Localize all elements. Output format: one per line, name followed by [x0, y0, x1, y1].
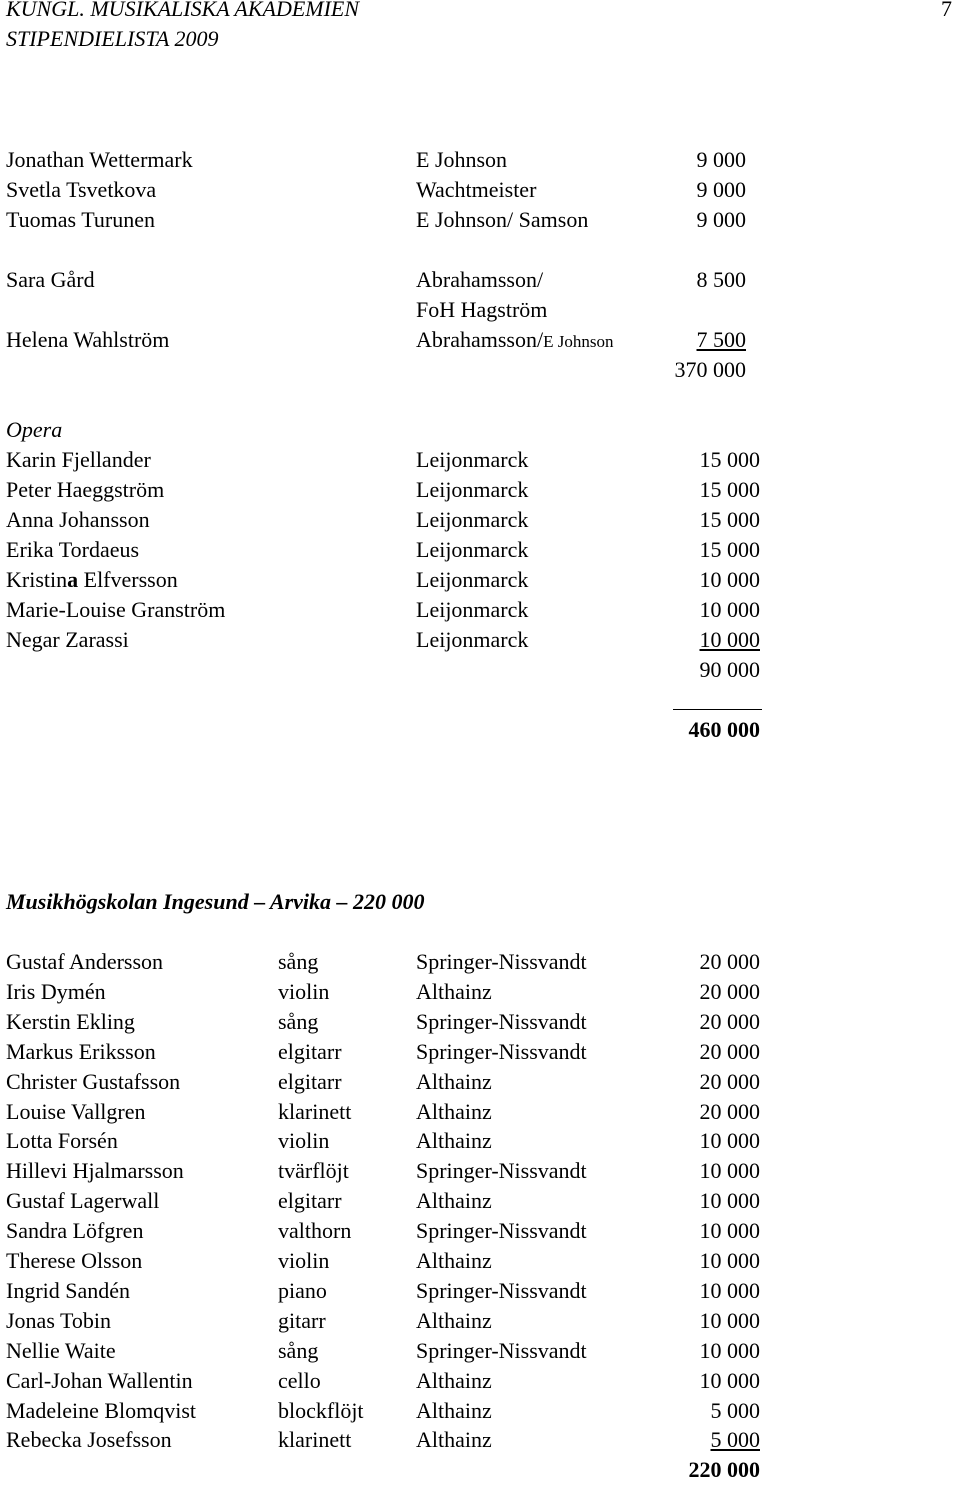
name-part: Elfversson	[78, 567, 178, 592]
list-item-instrument: piano	[278, 1278, 327, 1303]
list-item-instrument: elgitarr	[278, 1188, 342, 1213]
sponsor-part-small: E Johnson	[543, 332, 614, 351]
list-item-name: Therese Olsson	[6, 1248, 143, 1273]
list-item-amount: 15 000	[699, 477, 760, 502]
list-item-amount: 10 000	[699, 597, 760, 622]
list-item-amount: 9 000	[696, 177, 746, 202]
list-item-sponsor: Althainz	[416, 1248, 492, 1273]
list-item-name: Negar Zarassi	[6, 627, 129, 652]
grand-total: 460 000	[688, 717, 760, 742]
list-item-amount: 10 000	[699, 1158, 760, 1183]
list-item-amount: 10 000	[699, 627, 760, 652]
list-item-sponsor: Althainz	[416, 1308, 492, 1333]
list-item-instrument: violin	[278, 979, 330, 1004]
section-title-ingesund: Musikhögskolan Ingesund – Arvika – 220 000	[6, 889, 425, 914]
list-item-sponsor: Springer-Nissvandt	[416, 1278, 587, 1303]
list-item-name: Hillevi Hjalmarsson	[6, 1158, 184, 1183]
list-item-name: Nellie Waite	[6, 1338, 116, 1363]
list-item-amount: 10 000	[699, 1338, 760, 1363]
list-item-sponsor: Althainz	[416, 1398, 492, 1423]
list-item-sponsor: Leijonmarck	[416, 537, 529, 562]
section-title-opera: Opera	[6, 417, 63, 442]
list-item-amount: 10 000	[699, 1188, 760, 1213]
list-item-sponsor: Springer-Nissvandt	[416, 1338, 587, 1363]
list-item-name: Carl-Johan Wallentin	[6, 1368, 193, 1393]
list-item-sponsor: Althainz	[416, 1188, 492, 1213]
list-item-name: Louise Vallgren	[6, 1099, 146, 1124]
section-total: 220 000	[688, 1457, 760, 1482]
list-item-amount: 15 000	[699, 537, 760, 562]
list-item-sponsor: Althainz	[416, 1128, 492, 1153]
list-item-name	[6, 565, 178, 595]
section-subtotal: 90 000	[699, 657, 760, 682]
list-item-sponsor: Althainz	[416, 979, 492, 1004]
list-item-sponsor: Springer-Nissvandt	[416, 1039, 587, 1064]
list-item-instrument: blockflöjt	[278, 1398, 364, 1423]
list-item-amount: 20 000	[699, 1039, 760, 1064]
list-item-name: Svetla Tsvetkova	[6, 177, 157, 202]
section-subtotal: 370 000	[674, 357, 746, 382]
name-part-bold: a	[67, 567, 79, 592]
list-item-instrument: klarinett	[278, 1427, 352, 1452]
list-item-sponsor: E Johnson/ Samson	[416, 207, 589, 232]
list-item-amount: 15 000	[699, 507, 760, 532]
total-rule	[673, 709, 762, 710]
list-item-amount: 10 000	[699, 1368, 760, 1393]
list-item-amount: 20 000	[699, 1009, 760, 1034]
list-item-name: Sandra Löfgren	[6, 1218, 144, 1243]
list-item-name: Sara Gård	[6, 267, 95, 292]
list-item-name: Madeleine Blomqvist	[6, 1398, 197, 1423]
list-item-instrument: tvärflöjt	[278, 1158, 349, 1183]
list-item-name: Iris Dymén	[6, 979, 106, 1004]
list-item-instrument: sång	[278, 1009, 319, 1034]
list-item-sponsor: Leijonmarck	[416, 447, 529, 472]
list-item-amount: 9 000	[696, 147, 746, 172]
list-item-amount: 10 000	[699, 1218, 760, 1243]
list-item-name: Christer Gustafsson	[6, 1069, 181, 1094]
list-item-sponsor: Leijonmarck	[416, 477, 529, 502]
list-item-sponsor: Springer-Nissvandt	[416, 949, 587, 974]
list-item-instrument: sång	[278, 1338, 319, 1363]
list-item-name: Kerstin Ekling	[6, 1009, 135, 1034]
list-item-name: Marie-Louise Granström	[6, 597, 226, 622]
list-item-amount: 10 000	[699, 567, 760, 592]
list-item-sponsor: Springer-Nissvandt	[416, 1158, 587, 1183]
list-item-sponsor: Althainz	[416, 1069, 492, 1094]
list-item-sponsor: Springer-Nissvandt	[416, 1009, 587, 1034]
name-part: Kristin	[6, 567, 68, 592]
list-item-amount: 7 500	[696, 327, 746, 352]
list-item-sponsor: Leijonmarck	[416, 597, 529, 622]
list-item-amount: 10 000	[699, 1248, 760, 1273]
list-item-sponsor: E Johnson	[416, 147, 508, 172]
list-item-amount: 10 000	[699, 1128, 760, 1153]
list-item-instrument: klarinett	[278, 1099, 352, 1124]
sponsor-part: Abrahamsson/	[416, 327, 544, 352]
list-item-sponsor: Leijonmarck	[416, 507, 529, 532]
list-item-amount: 5 000	[710, 1398, 760, 1423]
list-item-sponsor: Abrahamsson/	[416, 267, 544, 292]
list-item-name: Peter Haeggström	[6, 477, 165, 502]
list-item-amount: 10 000	[699, 1278, 760, 1303]
list-item-sponsor: Leijonmarck	[416, 567, 529, 592]
list-item-sponsor: Althainz	[416, 1099, 492, 1124]
list-item-name: Lotta Forsén	[6, 1128, 118, 1153]
list-item-instrument: valthorn	[278, 1218, 352, 1243]
list-item-name: Markus Eriksson	[6, 1039, 156, 1064]
list-item-amount: 20 000	[699, 949, 760, 974]
list-item-name: Karin Fjellander	[6, 447, 151, 472]
list-item-amount: 15 000	[699, 447, 760, 472]
list-item-amount: 9 000	[696, 207, 746, 232]
list-item-sponsor: Wachtmeister	[416, 177, 537, 202]
list-item-sponsor: Althainz	[416, 1368, 492, 1393]
list-item-name: Anna Johansson	[6, 507, 150, 532]
list-item-sponsor: Leijonmarck	[416, 627, 529, 652]
list-item-name: Ingrid Sandén	[6, 1278, 131, 1303]
list-item-name: Jonas Tobin	[6, 1308, 112, 1333]
list-item-amount: 20 000	[699, 1099, 760, 1124]
list-item-instrument: sång	[278, 949, 319, 974]
list-item-name: Helena Wahlström	[6, 327, 170, 352]
list-item-instrument: violin	[278, 1128, 330, 1153]
list-item-sponsor	[416, 325, 613, 357]
list-item-instrument: gitarr	[278, 1308, 326, 1333]
list-item-instrument: violin	[278, 1248, 330, 1273]
header-list-title: STIPENDIELISTA 2009	[6, 26, 219, 51]
list-item-amount: 8 500	[696, 267, 746, 292]
list-item-name: Tuomas Turunen	[6, 207, 155, 232]
list-item-amount: 20 000	[699, 1069, 760, 1094]
list-item-name: Rebecka Josefsson	[6, 1427, 172, 1452]
list-item-sponsor: Springer-Nissvandt	[416, 1218, 587, 1243]
list-item-name: Jonathan Wettermark	[6, 147, 193, 172]
list-item-instrument: cello	[278, 1368, 321, 1393]
list-item-instrument: elgitarr	[278, 1039, 342, 1064]
list-item-sponsor: Althainz	[416, 1427, 492, 1452]
list-item-amount: 5 000	[710, 1427, 760, 1452]
list-item-instrument: elgitarr	[278, 1069, 342, 1094]
list-item-amount: 10 000	[699, 1308, 760, 1333]
list-item-name: Gustaf Andersson	[6, 949, 164, 974]
list-item-name: Gustaf Lagerwall	[6, 1188, 160, 1213]
list-item-name: Erika Tordaeus	[6, 537, 140, 562]
list-item-amount: 20 000	[699, 979, 760, 1004]
header-org: KUNGL. MUSIKALISKA AKADEMIEN	[6, 0, 360, 21]
page-number: 7	[941, 0, 952, 21]
list-item-sponsor-continued: FoH Hagström	[416, 297, 548, 322]
